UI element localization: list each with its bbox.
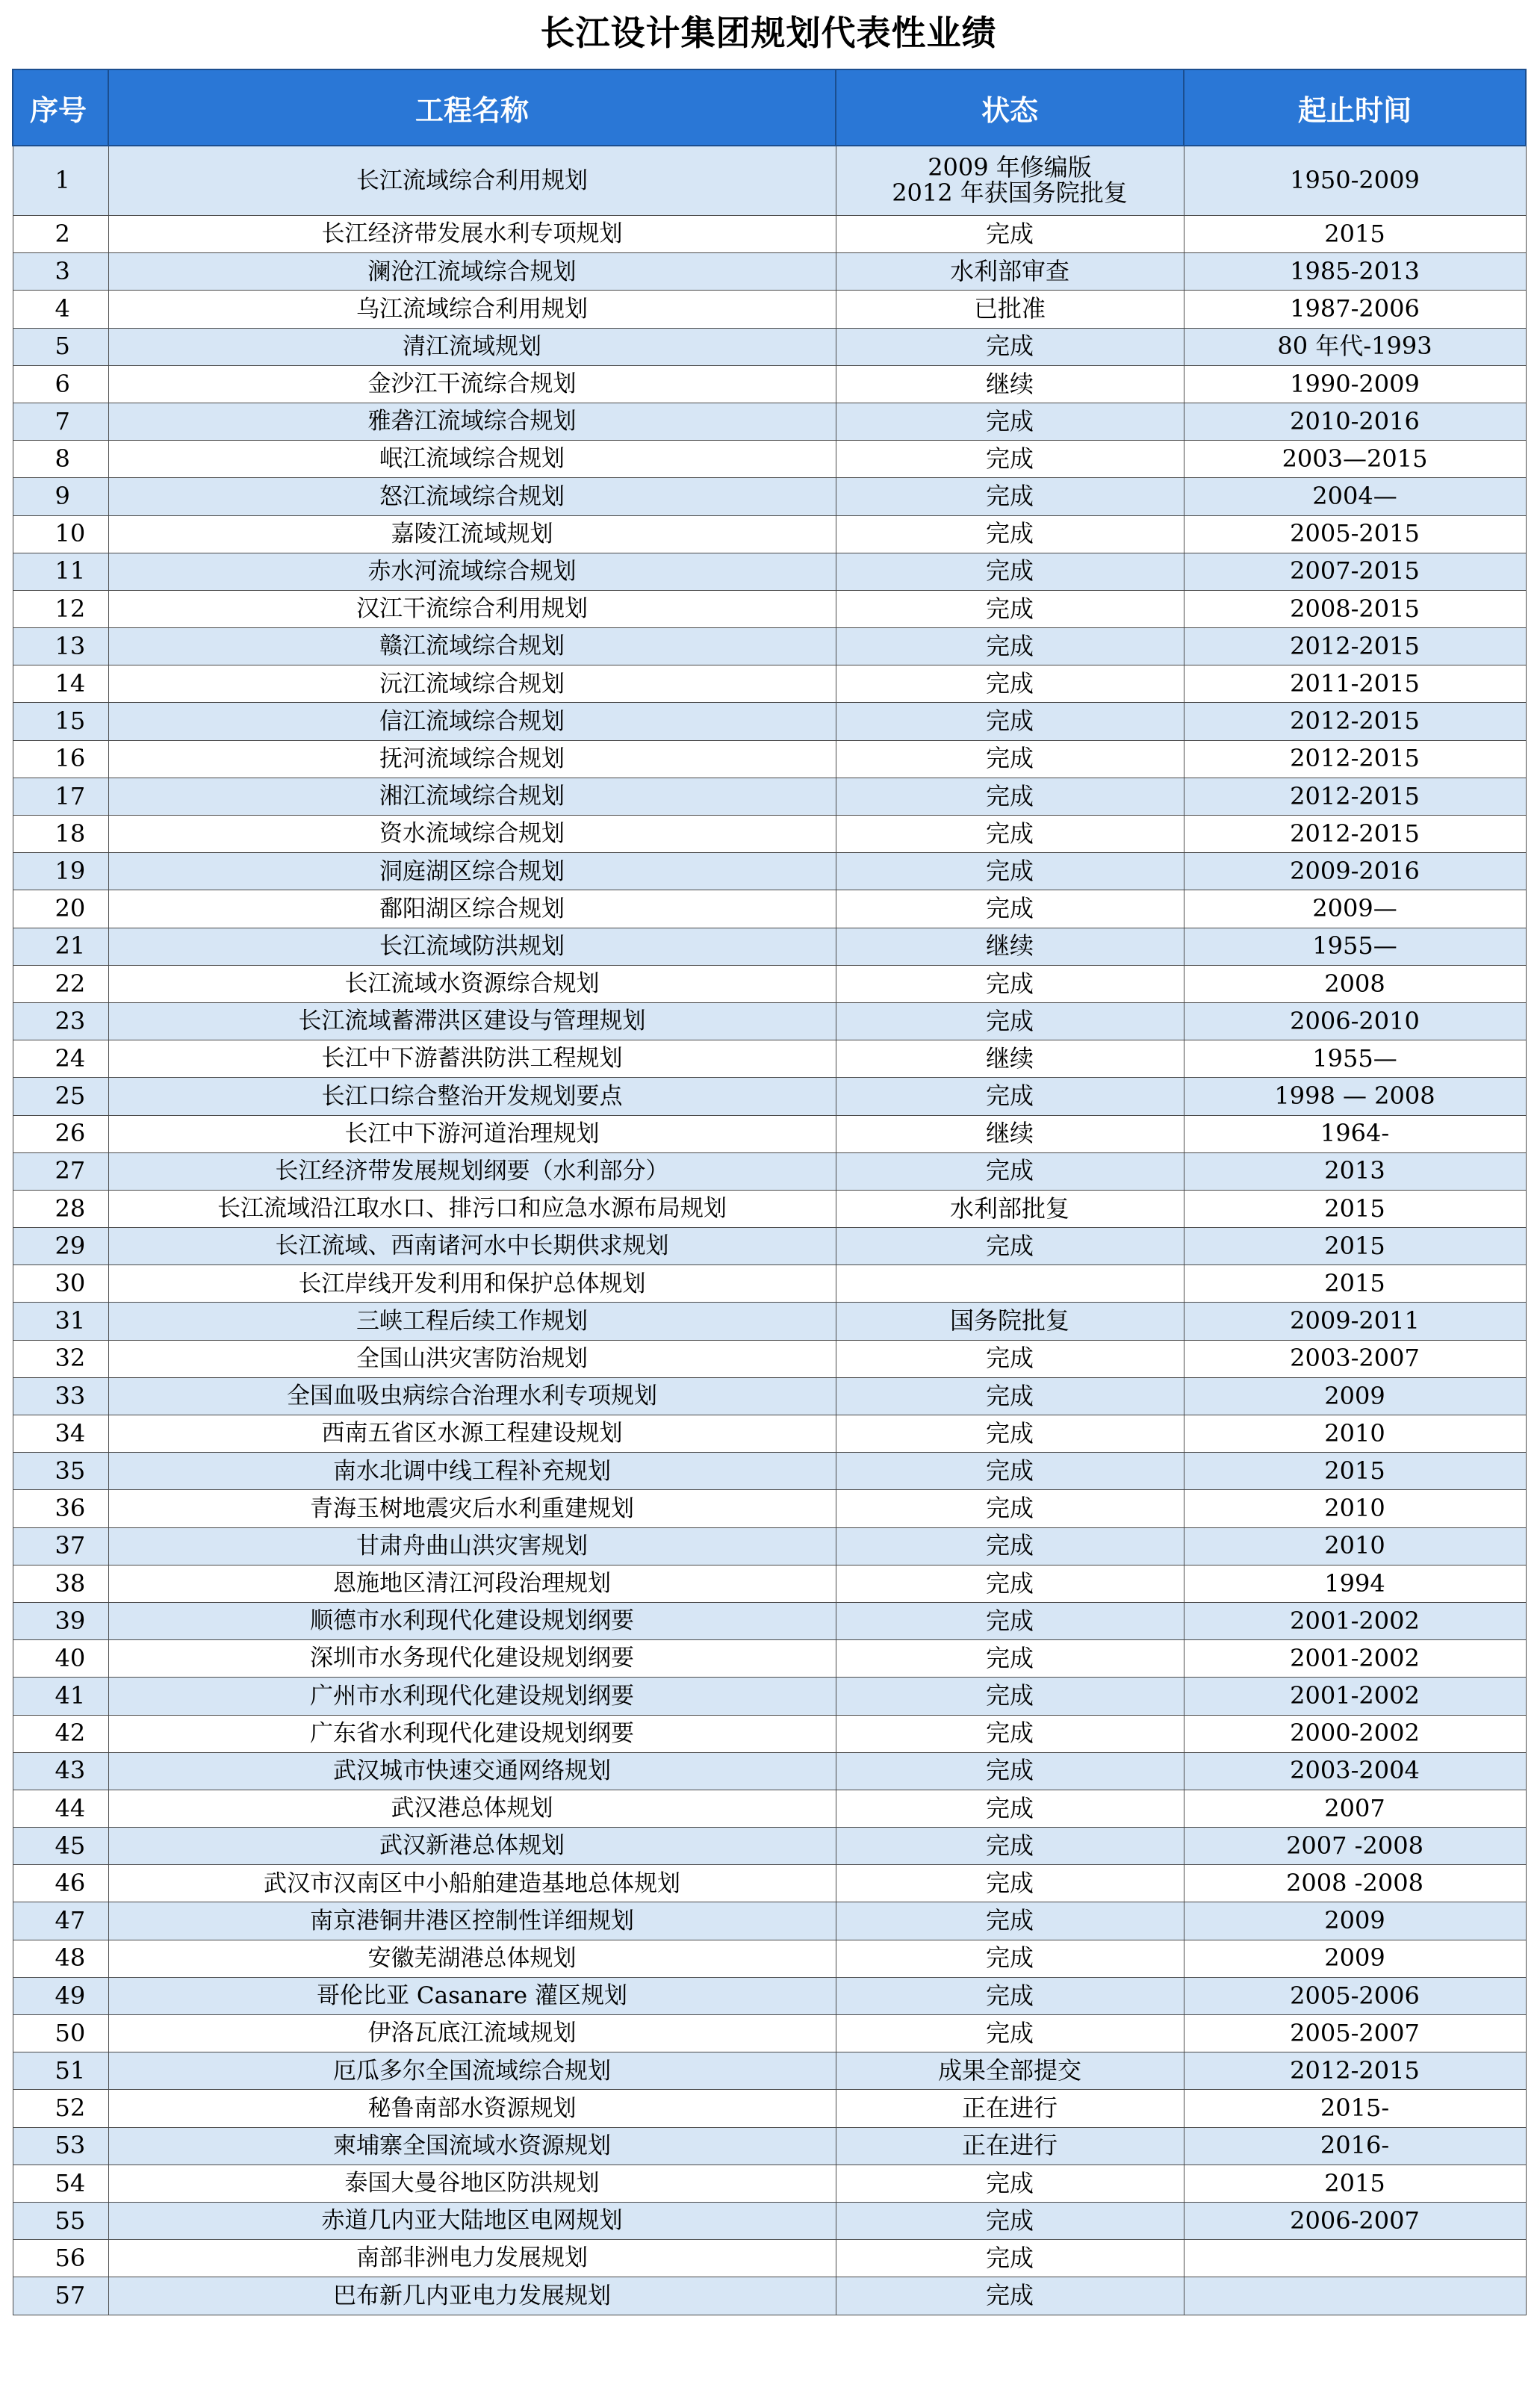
cell-status: 继续 bbox=[836, 928, 1184, 965]
cell-number: 49 bbox=[13, 1977, 108, 2014]
table-row bbox=[13, 1940, 1526, 1977]
cell-number: 52 bbox=[13, 2090, 108, 2127]
cell-status: 完成 bbox=[836, 1865, 1184, 1902]
cell-project-name: 顺德市水利现代化建设规划纲要 bbox=[108, 1602, 836, 1639]
cell-status: 完成 bbox=[836, 740, 1184, 778]
cell-time: 2016- bbox=[1184, 2127, 1526, 2165]
cell-project-name: 长江口综合整治开发规划要点 bbox=[108, 1078, 836, 1115]
table-row bbox=[13, 853, 1526, 890]
cell-status: 完成 bbox=[836, 1977, 1184, 2014]
cell-project-name: 伊洛瓦底江流域规划 bbox=[108, 2015, 836, 2052]
cell-number: 31 bbox=[13, 1303, 108, 1340]
cell-status: 完成 bbox=[836, 328, 1184, 365]
cell-number: 26 bbox=[13, 1115, 108, 1152]
cell-number: 13 bbox=[13, 628, 108, 665]
cell-time bbox=[1184, 2277, 1526, 2315]
cell-project-name: 长江流域综合利用规划 bbox=[108, 146, 836, 216]
table-row bbox=[13, 2090, 1526, 2127]
cell-time: 2012-2015 bbox=[1184, 2052, 1526, 2090]
cell-status: 完成 bbox=[836, 2165, 1184, 2202]
cell-time: 2015 bbox=[1184, 1453, 1526, 1490]
table-row bbox=[13, 2127, 1526, 2165]
cell-number: 29 bbox=[13, 1228, 108, 1265]
cell-time: 2003-2004 bbox=[1184, 1752, 1526, 1790]
cell-status bbox=[836, 1265, 1184, 1303]
table-row bbox=[13, 1228, 1526, 1265]
cell-status: 完成 bbox=[836, 853, 1184, 890]
cell-time: 2007-2015 bbox=[1184, 553, 1526, 590]
cell-project-name: 雅砻江流域综合规划 bbox=[108, 403, 836, 440]
cell-number: 8 bbox=[13, 441, 108, 478]
cell-status: 完成 bbox=[836, 1715, 1184, 1752]
table-row bbox=[13, 928, 1526, 965]
cell-number: 57 bbox=[13, 2277, 108, 2315]
cell-time: 1955— bbox=[1184, 1040, 1526, 1078]
cell-status: 完成 bbox=[836, 2015, 1184, 2052]
table-row bbox=[13, 1453, 1526, 1490]
cell-number: 10 bbox=[13, 515, 108, 553]
cell-time: 1950-2009 bbox=[1184, 146, 1526, 216]
projects-table bbox=[12, 69, 1527, 2315]
table-row bbox=[13, 253, 1526, 291]
cell-number: 25 bbox=[13, 1078, 108, 1115]
cell-time: 2015 bbox=[1184, 216, 1526, 253]
cell-time: 2007 bbox=[1184, 1790, 1526, 1827]
cell-number: 32 bbox=[13, 1340, 108, 1377]
cell-status: 完成 bbox=[836, 1565, 1184, 1602]
cell-project-name: 武汉港总体规划 bbox=[108, 1790, 836, 1827]
cell-project-name: 武汉城市快速交通网络规划 bbox=[108, 1752, 836, 1790]
cell-time: 2010 bbox=[1184, 1527, 1526, 1565]
cell-time: 2001-2002 bbox=[1184, 1602, 1526, 1639]
cell-status: 完成 bbox=[836, 703, 1184, 740]
cell-number: 3 bbox=[13, 253, 108, 291]
cell-time: 2012-2015 bbox=[1184, 703, 1526, 740]
cell-number: 55 bbox=[13, 2202, 108, 2239]
cell-project-name: 长江流域防洪规划 bbox=[108, 928, 836, 965]
table-row bbox=[13, 1377, 1526, 1415]
table-row bbox=[13, 1640, 1526, 1678]
cell-number: 19 bbox=[13, 853, 108, 890]
cell-number: 28 bbox=[13, 1190, 108, 1227]
cell-time: 2001-2002 bbox=[1184, 1640, 1526, 1678]
cell-project-name: 金沙江干流综合规划 bbox=[108, 365, 836, 403]
cell-number: 34 bbox=[13, 1415, 108, 1453]
cell-status: 完成 bbox=[836, 1152, 1184, 1190]
table-row bbox=[13, 1865, 1526, 1902]
table-row bbox=[13, 441, 1526, 478]
table-row bbox=[13, 2052, 1526, 2090]
cell-time: 2003—2015 bbox=[1184, 441, 1526, 478]
header-time: 起止时间 bbox=[1184, 69, 1526, 146]
cell-number: 11 bbox=[13, 553, 108, 590]
cell-status: 完成 bbox=[836, 1752, 1184, 1790]
cell-status: 完成 bbox=[836, 1002, 1184, 1040]
cell-time: 2008-2015 bbox=[1184, 590, 1526, 627]
cell-project-name: 南京港铜井港区控制性详细规划 bbox=[108, 1902, 836, 1940]
cell-status: 完成 bbox=[836, 553, 1184, 590]
cell-number: 40 bbox=[13, 1640, 108, 1678]
cell-time: 2015 bbox=[1184, 1228, 1526, 1265]
table-row bbox=[13, 553, 1526, 590]
table-row bbox=[13, 2277, 1526, 2315]
cell-number: 35 bbox=[13, 1453, 108, 1490]
cell-status: 完成 bbox=[836, 1790, 1184, 1827]
cell-number: 36 bbox=[13, 1490, 108, 1527]
cell-number: 33 bbox=[13, 1377, 108, 1415]
cell-time: 2010 bbox=[1184, 1415, 1526, 1453]
cell-number: 24 bbox=[13, 1040, 108, 1078]
table-row bbox=[13, 1152, 1526, 1190]
cell-time: 2011-2015 bbox=[1184, 665, 1526, 703]
cell-status: 完成 bbox=[836, 1902, 1184, 1940]
cell-project-name: 信江流域综合规划 bbox=[108, 703, 836, 740]
cell-status: 完成 bbox=[836, 1527, 1184, 1565]
cell-project-name: 秘鲁南部水资源规划 bbox=[108, 2090, 836, 2127]
table-row bbox=[13, 2015, 1526, 2052]
cell-status: 正在进行 bbox=[836, 2090, 1184, 2127]
table-row bbox=[13, 403, 1526, 440]
cell-project-name: 鄱阳湖区综合规划 bbox=[108, 890, 836, 928]
cell-project-name: 长江经济带发展水利专项规划 bbox=[108, 216, 836, 253]
table-row bbox=[13, 365, 1526, 403]
table-row bbox=[13, 1790, 1526, 1827]
cell-time: 2010 bbox=[1184, 1490, 1526, 1527]
cell-time: 1990-2009 bbox=[1184, 365, 1526, 403]
cell-time: 2005-2007 bbox=[1184, 2015, 1526, 2052]
cell-project-name: 澜沧江流域综合规划 bbox=[108, 253, 836, 291]
cell-project-name: 嘉陵江流域规划 bbox=[108, 515, 836, 553]
cell-project-name: 怒江流域综合规划 bbox=[108, 478, 836, 515]
cell-status: 继续 bbox=[836, 1040, 1184, 1078]
cell-number: 45 bbox=[13, 1828, 108, 1865]
cell-number: 1 bbox=[13, 146, 108, 216]
cell-status: 完成 bbox=[836, 1377, 1184, 1415]
cell-number: 17 bbox=[13, 778, 108, 815]
cell-project-name: 长江流域水资源综合规划 bbox=[108, 965, 836, 1002]
cell-time: 1985-2013 bbox=[1184, 253, 1526, 291]
cell-number: 46 bbox=[13, 1865, 108, 1902]
cell-status: 完成 bbox=[836, 2277, 1184, 2315]
cell-time: 2005-2006 bbox=[1184, 1977, 1526, 2014]
cell-time: 2012-2015 bbox=[1184, 816, 1526, 853]
table-row bbox=[13, 703, 1526, 740]
cell-number: 9 bbox=[13, 478, 108, 515]
table-row bbox=[13, 1977, 1526, 2014]
cell-status: 完成 bbox=[836, 515, 1184, 553]
cell-time: 2015 bbox=[1184, 1190, 1526, 1227]
cell-time bbox=[1184, 2240, 1526, 2277]
cell-number: 48 bbox=[13, 1940, 108, 1977]
table-row bbox=[13, 1678, 1526, 1715]
table-row bbox=[13, 1303, 1526, 1340]
cell-project-name: 安徽芜湖港总体规划 bbox=[108, 1940, 836, 1977]
cell-status: 完成 bbox=[836, 2202, 1184, 2239]
cell-project-name: 长江中下游河道治理规划 bbox=[108, 1115, 836, 1152]
table-row bbox=[13, 291, 1526, 328]
cell-time: 2000-2002 bbox=[1184, 1715, 1526, 1752]
cell-project-name: 长江流域沿江取水口、排污口和应急水源布局规划 bbox=[108, 1190, 836, 1227]
cell-status: 完成 bbox=[836, 1940, 1184, 1977]
cell-project-name: 武汉市汉南区中小船舶建造基地总体规划 bbox=[108, 1865, 836, 1902]
table-row bbox=[13, 515, 1526, 553]
cell-time: 2008 -2008 bbox=[1184, 1865, 1526, 1902]
table-row bbox=[13, 665, 1526, 703]
cell-status: 完成 bbox=[836, 216, 1184, 253]
cell-status: 完成 bbox=[836, 628, 1184, 665]
cell-project-name: 长江经济带发展规划纲要（水利部分） bbox=[108, 1152, 836, 1190]
cell-time: 2009 bbox=[1184, 1940, 1526, 1977]
cell-project-name: 赣江流域综合规划 bbox=[108, 628, 836, 665]
cell-project-name: 三峡工程后续工作规划 bbox=[108, 1303, 836, 1340]
table-row bbox=[13, 1715, 1526, 1752]
cell-status: 完成 bbox=[836, 1828, 1184, 1865]
cell-status: 完成 bbox=[836, 1453, 1184, 1490]
cell-time: 2007 -2008 bbox=[1184, 1828, 1526, 1865]
cell-status: 水利部批复 bbox=[836, 1190, 1184, 1227]
cell-project-name: 柬埔寨全国流域水资源规划 bbox=[108, 2127, 836, 2165]
cell-project-name: 全国血吸虫病综合治理水利专项规划 bbox=[108, 1377, 836, 1415]
cell-number: 23 bbox=[13, 1002, 108, 1040]
cell-time: 2009 bbox=[1184, 1377, 1526, 1415]
cell-number: 53 bbox=[13, 2127, 108, 2165]
table-row bbox=[13, 1828, 1526, 1865]
cell-project-name: 西南五省区水源工程建设规划 bbox=[108, 1415, 836, 1453]
table-row bbox=[13, 1078, 1526, 1115]
cell-time: 2009 bbox=[1184, 1902, 1526, 1940]
cell-status: 完成 bbox=[836, 1678, 1184, 1715]
cell-project-name: 汉江干流综合利用规划 bbox=[108, 590, 836, 627]
cell-project-name: 武汉新港总体规划 bbox=[108, 1828, 836, 1865]
cell-status: 完成 bbox=[836, 890, 1184, 928]
header-project-name: 工程名称 bbox=[108, 69, 836, 146]
cell-status: 水利部审查 bbox=[836, 253, 1184, 291]
table-row bbox=[13, 1115, 1526, 1152]
cell-status: 完成 bbox=[836, 1640, 1184, 1678]
cell-number: 44 bbox=[13, 1790, 108, 1827]
table-row bbox=[13, 628, 1526, 665]
cell-project-name: 哥伦比亚 Casanare 灌区规划 bbox=[108, 1977, 836, 2014]
table-row bbox=[13, 2165, 1526, 2202]
header-status: 状态 bbox=[836, 69, 1184, 146]
cell-project-name: 长江中下游蓄洪防洪工程规划 bbox=[108, 1040, 836, 1078]
page-title: 长江设计集团规划代表性业绩 bbox=[540, 13, 997, 53]
table-row bbox=[13, 1340, 1526, 1377]
table-row bbox=[13, 1565, 1526, 1602]
cell-number: 5 bbox=[13, 328, 108, 365]
table-row bbox=[13, 478, 1526, 515]
cell-time: 2006-2007 bbox=[1184, 2202, 1526, 2239]
table-row bbox=[13, 1602, 1526, 1639]
cell-number: 16 bbox=[13, 740, 108, 778]
table-row bbox=[13, 1040, 1526, 1078]
cell-time: 1994 bbox=[1184, 1565, 1526, 1602]
cell-project-name: 广州市水利现代化建设规划纲要 bbox=[108, 1678, 836, 1715]
cell-project-name: 厄瓜多尔全国流域综合规划 bbox=[108, 2052, 836, 2090]
cell-status: 继续 bbox=[836, 365, 1184, 403]
cell-status: 正在进行 bbox=[836, 2127, 1184, 2165]
cell-project-name: 巴布新几内亚电力发展规划 bbox=[108, 2277, 836, 2315]
cell-project-name: 南水北调中线工程补充规划 bbox=[108, 1453, 836, 1490]
table-row bbox=[13, 890, 1526, 928]
table-row bbox=[13, 1002, 1526, 1040]
cell-time: 2015 bbox=[1184, 1265, 1526, 1303]
cell-number: 12 bbox=[13, 590, 108, 627]
cell-time: 2009-2011 bbox=[1184, 1303, 1526, 1340]
table-row bbox=[13, 1527, 1526, 1565]
header-number: 序号 bbox=[13, 69, 108, 146]
cell-status: 完成 bbox=[836, 1340, 1184, 1377]
cell-status: 继续 bbox=[836, 1115, 1184, 1152]
cell-number: 18 bbox=[13, 816, 108, 853]
cell-time: 2015 bbox=[1184, 2165, 1526, 2202]
cell-project-name: 洞庭湖区综合规划 bbox=[108, 853, 836, 890]
cell-time: 2015- bbox=[1184, 2090, 1526, 2127]
cell-time: 2004— bbox=[1184, 478, 1526, 515]
cell-number: 41 bbox=[13, 1678, 108, 1715]
table-row bbox=[13, 778, 1526, 815]
cell-status: 完成 bbox=[836, 1228, 1184, 1265]
cell-number: 2 bbox=[13, 216, 108, 253]
cell-time: 2009-2016 bbox=[1184, 853, 1526, 890]
cell-project-name: 广东省水利现代化建设规划纲要 bbox=[108, 1715, 836, 1752]
cell-project-name: 资水流域综合规划 bbox=[108, 816, 836, 853]
cell-status: 完成 bbox=[836, 965, 1184, 1002]
table-row bbox=[13, 1752, 1526, 1790]
cell-number: 27 bbox=[13, 1152, 108, 1190]
status-line: 2012 年获国务院批复 bbox=[892, 179, 1128, 207]
cell-number: 42 bbox=[13, 1715, 108, 1752]
cell-number: 37 bbox=[13, 1527, 108, 1565]
cell-number: 4 bbox=[13, 291, 108, 328]
cell-project-name: 湘江流域综合规划 bbox=[108, 778, 836, 815]
cell-number: 54 bbox=[13, 2165, 108, 2202]
cell-status: 国务院批复 bbox=[836, 1303, 1184, 1340]
cell-status: 完成 bbox=[836, 478, 1184, 515]
cell-number: 21 bbox=[13, 928, 108, 965]
cell-number: 51 bbox=[13, 2052, 108, 2090]
cell-project-name: 乌江流域综合利用规划 bbox=[108, 291, 836, 328]
table-row bbox=[13, 1265, 1526, 1303]
cell-time: 2009— bbox=[1184, 890, 1526, 928]
cell-time: 2012-2015 bbox=[1184, 628, 1526, 665]
cell-time: 1987-2006 bbox=[1184, 291, 1526, 328]
cell-time: 2010-2016 bbox=[1184, 403, 1526, 440]
cell-time: 2005-2015 bbox=[1184, 515, 1526, 553]
cell-project-name: 赤道几内亚大陆地区电网规划 bbox=[108, 2202, 836, 2239]
cell-status: 成果全部提交 bbox=[836, 2052, 1184, 2090]
cell-status: 完成 bbox=[836, 1078, 1184, 1115]
cell-status: 完成 bbox=[836, 2240, 1184, 2277]
cell-status: 完成 bbox=[836, 1602, 1184, 1639]
cell-time: 2012-2015 bbox=[1184, 740, 1526, 778]
cell-number: 22 bbox=[13, 965, 108, 1002]
cell-project-name: 清江流域规划 bbox=[108, 328, 836, 365]
cell-number: 50 bbox=[13, 2015, 108, 2052]
cell-project-name: 长江流域、西南诸河水中长期供求规划 bbox=[108, 1228, 836, 1265]
table-row bbox=[13, 146, 1526, 216]
table-row bbox=[13, 1902, 1526, 1940]
cell-status: 完成 bbox=[836, 1490, 1184, 1527]
cell-time: 1955— bbox=[1184, 928, 1526, 965]
cell-status: 完成 bbox=[836, 665, 1184, 703]
table-row bbox=[13, 216, 1526, 253]
cell-project-name: 甘肃舟曲山洪灾害规划 bbox=[108, 1527, 836, 1565]
cell-time: 1998 — 2008 bbox=[1184, 1078, 1526, 1115]
table-row bbox=[13, 1190, 1526, 1227]
cell-project-name: 长江岸线开发利用和保护总体规划 bbox=[108, 1265, 836, 1303]
cell-time: 2008 bbox=[1184, 965, 1526, 1002]
table-row bbox=[13, 2240, 1526, 2277]
cell-number: 43 bbox=[13, 1752, 108, 1790]
cell-project-name: 恩施地区清江河段治理规划 bbox=[108, 1565, 836, 1602]
cell-status: 完成 bbox=[836, 816, 1184, 853]
cell-project-name: 全国山洪灾害防治规划 bbox=[108, 1340, 836, 1377]
table-row bbox=[13, 740, 1526, 778]
cell-status bbox=[836, 146, 1184, 216]
cell-project-name: 赤水河流域综合规划 bbox=[108, 553, 836, 590]
cell-time: 2006-2010 bbox=[1184, 1002, 1526, 1040]
cell-project-name: 南部非洲电力发展规划 bbox=[108, 2240, 836, 2277]
cell-number: 15 bbox=[13, 703, 108, 740]
status-line: 2009 年修编版 bbox=[928, 153, 1092, 182]
cell-time: 1964- bbox=[1184, 1115, 1526, 1152]
cell-status: 完成 bbox=[836, 590, 1184, 627]
cell-number: 38 bbox=[13, 1565, 108, 1602]
table-header-row bbox=[13, 69, 1526, 146]
cell-number: 47 bbox=[13, 1902, 108, 1940]
cell-time: 2013 bbox=[1184, 1152, 1526, 1190]
cell-number: 14 bbox=[13, 665, 108, 703]
cell-time: 2012-2015 bbox=[1184, 778, 1526, 815]
cell-time: 2001-2002 bbox=[1184, 1678, 1526, 1715]
cell-status: 完成 bbox=[836, 778, 1184, 815]
cell-status: 完成 bbox=[836, 441, 1184, 478]
table-row bbox=[13, 590, 1526, 627]
table-row bbox=[13, 1415, 1526, 1453]
table-row bbox=[13, 2202, 1526, 2239]
cell-project-name: 沅江流域综合规划 bbox=[108, 665, 836, 703]
cell-project-name: 深圳市水务现代化建设规划纲要 bbox=[108, 1640, 836, 1678]
table-row bbox=[13, 965, 1526, 1002]
cell-project-name: 青海玉树地震灾后水利重建规划 bbox=[108, 1490, 836, 1527]
cell-time: 2003-2007 bbox=[1184, 1340, 1526, 1377]
cell-project-name: 岷江流域综合规划 bbox=[108, 441, 836, 478]
cell-number: 20 bbox=[13, 890, 108, 928]
cell-number: 30 bbox=[13, 1265, 108, 1303]
cell-project-name: 长江流域蓄滞洪区建设与管理规划 bbox=[108, 1002, 836, 1040]
cell-number: 56 bbox=[13, 2240, 108, 2277]
cell-status: 完成 bbox=[836, 1415, 1184, 1453]
cell-project-name: 抚河流域综合规划 bbox=[108, 740, 836, 778]
table-row bbox=[13, 816, 1526, 853]
cell-number: 7 bbox=[13, 403, 108, 440]
cell-status: 已批准 bbox=[836, 291, 1184, 328]
cell-status: 完成 bbox=[836, 403, 1184, 440]
cell-number: 6 bbox=[13, 365, 108, 403]
cell-project-name: 泰国大曼谷地区防洪规划 bbox=[108, 2165, 836, 2202]
cell-number: 39 bbox=[13, 1602, 108, 1639]
table-row bbox=[13, 328, 1526, 365]
cell-time: 80 年代-1993 bbox=[1184, 328, 1526, 365]
table-row bbox=[13, 1490, 1526, 1527]
